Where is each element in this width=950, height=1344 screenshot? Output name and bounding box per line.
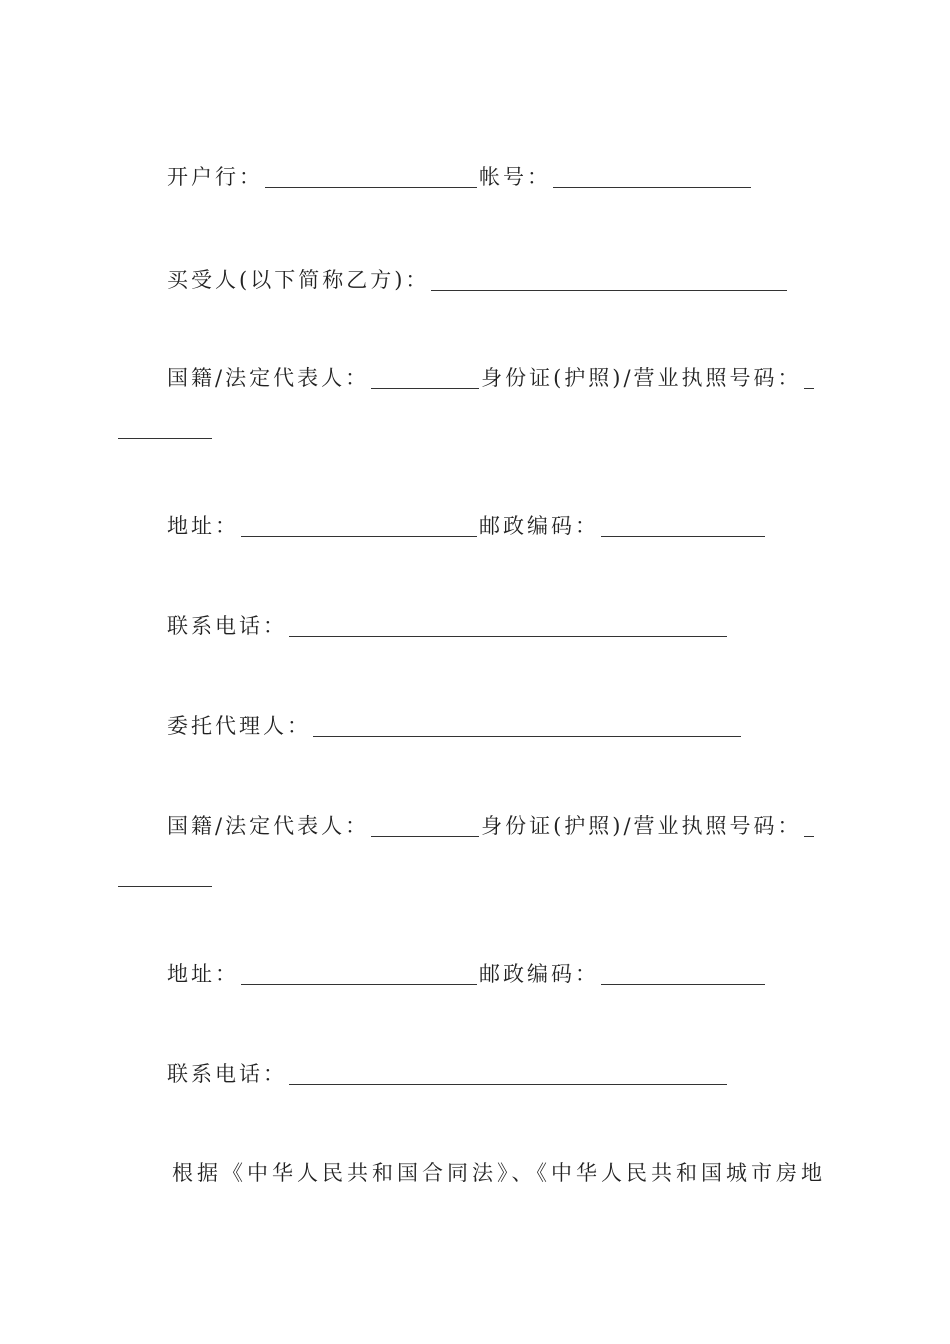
phone-line-2 (167, 1059, 729, 1089)
id-number-label: 身份证(护照)/营业执照号码： (481, 814, 802, 838)
agent-blank[interactable] (313, 718, 741, 737)
phone-label: 联系电话： (167, 1062, 287, 1086)
phone-label: 联系电话： (167, 614, 287, 638)
postcode-blank[interactable] (601, 518, 765, 537)
address-line-1 (167, 511, 767, 541)
id-number-label: 身份证(护照)/营业执照号码： (481, 366, 802, 390)
buyer-line (167, 265, 789, 295)
id-number-blank-start[interactable] (804, 818, 814, 837)
nationality-label: 国籍/法定代表人： (167, 366, 370, 390)
bank-account-line (167, 162, 753, 192)
address-blank[interactable] (241, 966, 477, 985)
address-blank[interactable] (241, 518, 477, 537)
id-number-blank-cont[interactable] (118, 868, 212, 887)
agent-label: 委托代理人： (167, 714, 311, 738)
buyer-blank[interactable] (431, 272, 787, 291)
id-number-blank-start[interactable] (804, 370, 814, 389)
nationality-blank[interactable] (371, 818, 479, 837)
bank-label: 开户行： (167, 165, 263, 189)
postcode-blank[interactable] (601, 966, 765, 985)
nationality-blank[interactable] (371, 370, 479, 389)
address-line-2 (167, 959, 767, 989)
nationality-label: 国籍/法定代表人： (167, 814, 370, 838)
postcode-label: 邮政编码： (479, 962, 599, 986)
postcode-label: 邮政编码： (479, 514, 599, 538)
nationality-line-1 (167, 363, 816, 393)
address-label: 地址： (167, 962, 239, 986)
nationality-line-1-cont (118, 413, 212, 443)
account-label: 帐号： (479, 165, 551, 189)
address-label: 地址： (167, 514, 239, 538)
buyer-label: 买受人(以下简称乙方)： (167, 268, 430, 292)
phone-line-1 (167, 611, 729, 641)
nationality-line-2-cont (118, 861, 212, 891)
paragraph-text: 根据《中华人民共和国合同法》、《中华人民共和国城市房地 (172, 1161, 826, 1185)
nationality-line-2 (167, 811, 816, 841)
bank-blank[interactable] (265, 169, 477, 188)
phone-blank[interactable] (289, 618, 727, 637)
phone-blank[interactable] (289, 1066, 727, 1085)
agent-line (167, 711, 743, 741)
account-blank[interactable] (553, 169, 751, 188)
body-paragraph (172, 1158, 826, 1188)
id-number-blank-cont[interactable] (118, 420, 212, 439)
